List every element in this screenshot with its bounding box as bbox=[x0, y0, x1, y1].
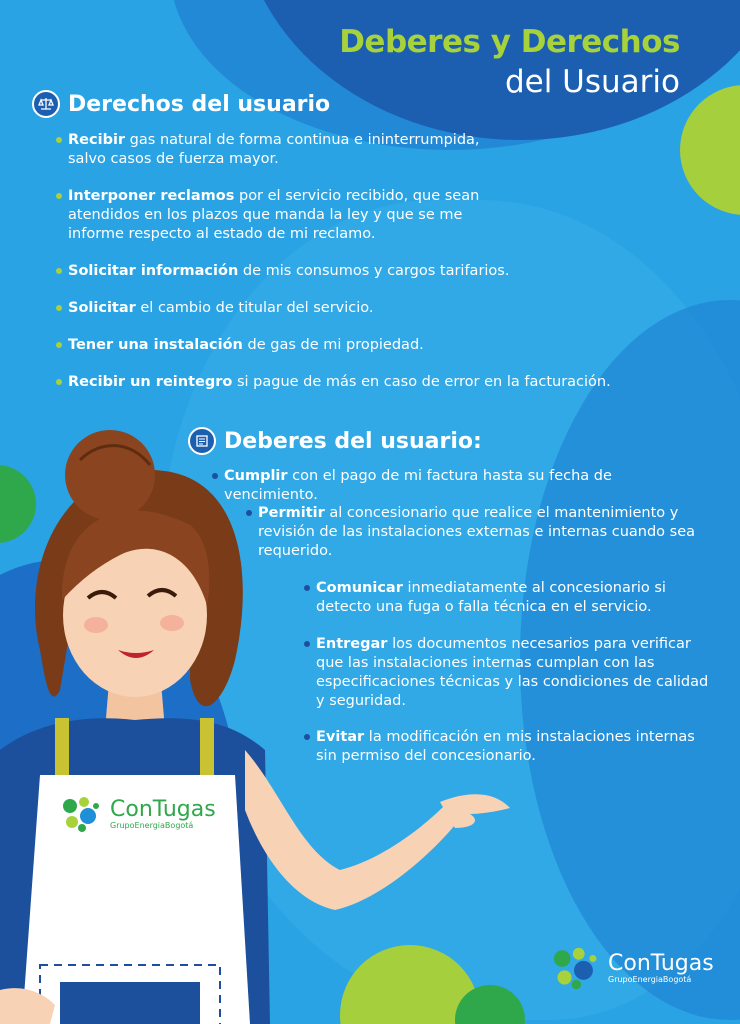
rights-item-text: de mis consumos y cargos tarifarios. bbox=[238, 263, 510, 279]
title-line1: Deberes y Derechos bbox=[339, 24, 680, 60]
duties-item-bold: Entregar bbox=[316, 636, 388, 652]
logo-name: ConTugas bbox=[110, 796, 216, 822]
duties-item-text: los documentos necesarios para verificar que las instalaciones internas cumplan con las especificaciones técnicas y las condiciones de calidad y seguridad. bbox=[316, 636, 709, 709]
duties-item-bold: Comunicar bbox=[316, 580, 403, 596]
logo-sub: GrupoEnergiaBogotá bbox=[608, 974, 692, 984]
woman-illustration bbox=[0, 430, 520, 1024]
duties-item-text: inmediatamente al concesionario si detecto una fuga o falla técnica en el servicio. bbox=[316, 580, 666, 615]
rights-item bbox=[68, 336, 628, 355]
footer-logo bbox=[548, 942, 714, 994]
contugas-logo-icon bbox=[548, 942, 600, 994]
apron-logo bbox=[58, 792, 216, 836]
rights-item bbox=[68, 187, 518, 244]
rights-title: Derechos del usuario bbox=[68, 91, 331, 117]
rights-heading bbox=[32, 90, 330, 118]
scales-icon bbox=[32, 90, 60, 118]
rights-item bbox=[68, 373, 688, 392]
logo-sub: GrupoEnergiaBogotá bbox=[110, 820, 194, 830]
rights-item-bold: Solicitar información bbox=[68, 263, 239, 279]
page-title bbox=[339, 22, 680, 102]
rights-item bbox=[68, 299, 628, 318]
rights-item-bold: Recibir bbox=[68, 132, 126, 148]
duties-item-bold: Cumplir bbox=[224, 468, 288, 484]
rights-item bbox=[68, 262, 628, 281]
decorative-circle bbox=[680, 85, 740, 215]
rights-item-bold: Interponer reclamos bbox=[68, 188, 235, 204]
rights-item-text: si pague de más en caso de error en la facturación. bbox=[232, 374, 611, 390]
title-line2: del Usuario bbox=[504, 64, 680, 100]
rights-item bbox=[68, 131, 488, 169]
rights-item-text: de gas de mi propiedad. bbox=[242, 337, 424, 353]
rights-item-bold: Tener una instalación bbox=[68, 337, 243, 353]
rights-item-text: gas natural de forma continua e ininterrumpida, salvo casos de fuerza mayor. bbox=[68, 132, 480, 167]
duties-item-text: con el pago de mi factura hasta su fecha de vencimiento. bbox=[224, 468, 612, 503]
duties-item-bold: Evitar bbox=[316, 729, 365, 745]
rights-item-bold: Recibir un reintegro bbox=[68, 374, 233, 390]
duties-item-text: al concesionario que realice el mantenimiento y revisión de las instalaciones externas e internas cuando sea requerido. bbox=[258, 505, 696, 559]
duties-title: Deberes del usuario: bbox=[224, 428, 482, 454]
rights-item-text: el cambio de titular del servicio. bbox=[135, 300, 374, 316]
duties-item-bold: Permitir bbox=[258, 505, 325, 521]
rights-item-bold: Solicitar bbox=[68, 300, 136, 316]
logo-name: ConTugas bbox=[608, 950, 714, 976]
contugas-logo-icon bbox=[58, 792, 102, 836]
rights-item-text: por el servicio recibido, que sean atendidos en los plazos que manda la ley y que se me informe respecto al estado de mi reclamo. bbox=[68, 188, 480, 242]
duties-item-text: la modificación en mis instalaciones internas sin permiso del concesionario. bbox=[316, 729, 695, 764]
